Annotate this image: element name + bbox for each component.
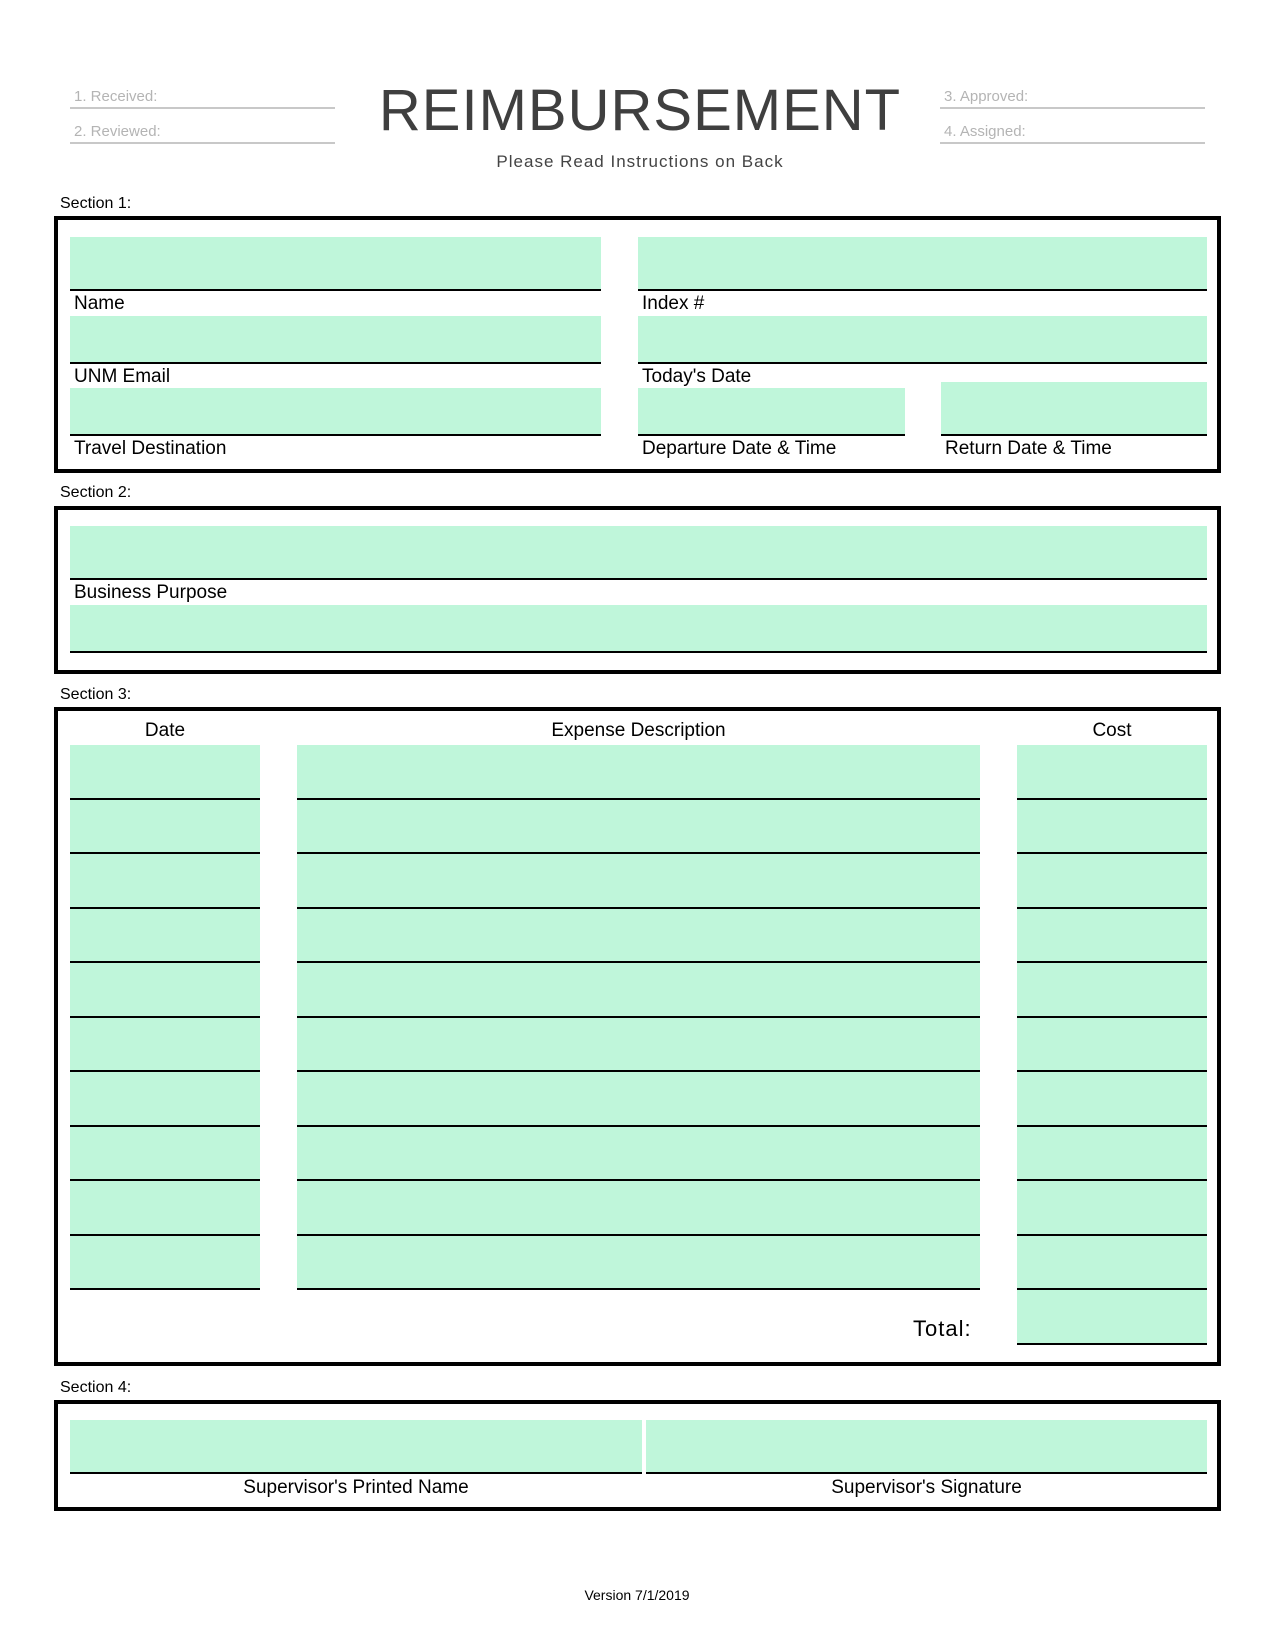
todays-date-label: Today's Date <box>642 366 752 387</box>
expense-cost-cell[interactable] <box>1017 909 1207 964</box>
unm-email-input[interactable] <box>70 316 601 364</box>
travel-destination-input[interactable] <box>70 388 601 436</box>
name-label: Name <box>74 293 125 314</box>
departure-input[interactable] <box>638 388 905 436</box>
expense-cost-cell[interactable] <box>1017 963 1207 1018</box>
section-2-label: Section 2: <box>60 484 132 501</box>
supervisor-name-label: Supervisor's Printed Name <box>243 1477 469 1498</box>
expense-cost-cell[interactable] <box>1017 1181 1207 1236</box>
reviewed-field[interactable]: 2. Reviewed: <box>70 122 335 144</box>
travel-destination-label: Travel Destination <box>74 438 227 459</box>
business-purpose-input-2[interactable] <box>70 605 1207 653</box>
expense-description-cell[interactable] <box>297 963 980 1018</box>
expense-cost-cell[interactable] <box>1017 800 1207 855</box>
name-input[interactable] <box>70 237 601 291</box>
expense-cost-cell[interactable] <box>1017 745 1207 800</box>
unm-email-label: UNM Email <box>74 366 171 387</box>
return-label: Return Date & Time <box>945 438 1112 459</box>
business-purpose-label: Business Purpose <box>74 582 228 603</box>
section-3-label: Section 3: <box>60 686 132 703</box>
total-input[interactable] <box>1017 1290 1207 1345</box>
expense-date-cell[interactable] <box>70 854 260 909</box>
section-1-label: Section 1: <box>60 195 132 212</box>
index-label: Index # <box>642 293 705 314</box>
form-title: REIMBURSEMENT <box>378 78 902 143</box>
expense-cost-cell[interactable] <box>1017 1236 1207 1291</box>
form-subtitle: Please Read Instructions on Back <box>496 152 784 171</box>
assigned-field[interactable]: 4. Assigned: <box>940 122 1205 144</box>
expense-date-cell[interactable] <box>70 800 260 855</box>
expense-date-cell[interactable] <box>70 1127 260 1182</box>
description-column-header: Expense Description <box>551 720 726 741</box>
supervisor-signature-input[interactable] <box>646 1420 1207 1474</box>
expense-date-cell[interactable] <box>70 909 260 964</box>
total-label: Total: <box>913 1316 972 1341</box>
business-purpose-input[interactable] <box>70 526 1207 580</box>
expense-description-cell[interactable] <box>297 854 980 909</box>
expense-date-cell[interactable] <box>70 1181 260 1236</box>
index-input[interactable] <box>638 237 1207 291</box>
date-column-header: Date <box>144 720 186 741</box>
expense-description-cell[interactable] <box>297 1127 980 1182</box>
expense-cost-cell[interactable] <box>1017 1018 1207 1073</box>
expense-date-cell[interactable] <box>70 963 260 1018</box>
section-4-label: Section 4: <box>60 1379 132 1396</box>
supervisor-signature-label: Supervisor's Signature <box>831 1477 1022 1498</box>
expense-date-cell[interactable] <box>70 1072 260 1127</box>
expense-description-cell[interactable] <box>297 1181 980 1236</box>
cost-column-header: Cost <box>1092 720 1132 741</box>
expense-description-cell[interactable] <box>297 1236 980 1291</box>
expense-cost-cell[interactable] <box>1017 1127 1207 1182</box>
departure-label: Departure Date & Time <box>642 438 837 459</box>
expense-cost-cell[interactable] <box>1017 854 1207 909</box>
expense-description-cell[interactable] <box>297 909 980 964</box>
expense-description-cell[interactable] <box>297 745 980 800</box>
expense-date-cell[interactable] <box>70 1018 260 1073</box>
approved-field[interactable]: 3. Approved: <box>940 87 1205 109</box>
version-footer: Version 7/1/2019 <box>584 1587 690 1603</box>
return-input[interactable] <box>941 382 1207 436</box>
expense-description-cell[interactable] <box>297 1018 980 1073</box>
expense-date-cell[interactable] <box>70 1236 260 1291</box>
expense-description-cell[interactable] <box>297 800 980 855</box>
expense-cost-cell[interactable] <box>1017 1072 1207 1127</box>
expense-description-cell[interactable] <box>297 1072 980 1127</box>
supervisor-name-input[interactable] <box>70 1420 642 1474</box>
received-field[interactable]: 1. Received: <box>70 87 335 109</box>
todays-date-input[interactable] <box>638 316 1207 364</box>
expense-date-cell[interactable] <box>70 745 260 800</box>
